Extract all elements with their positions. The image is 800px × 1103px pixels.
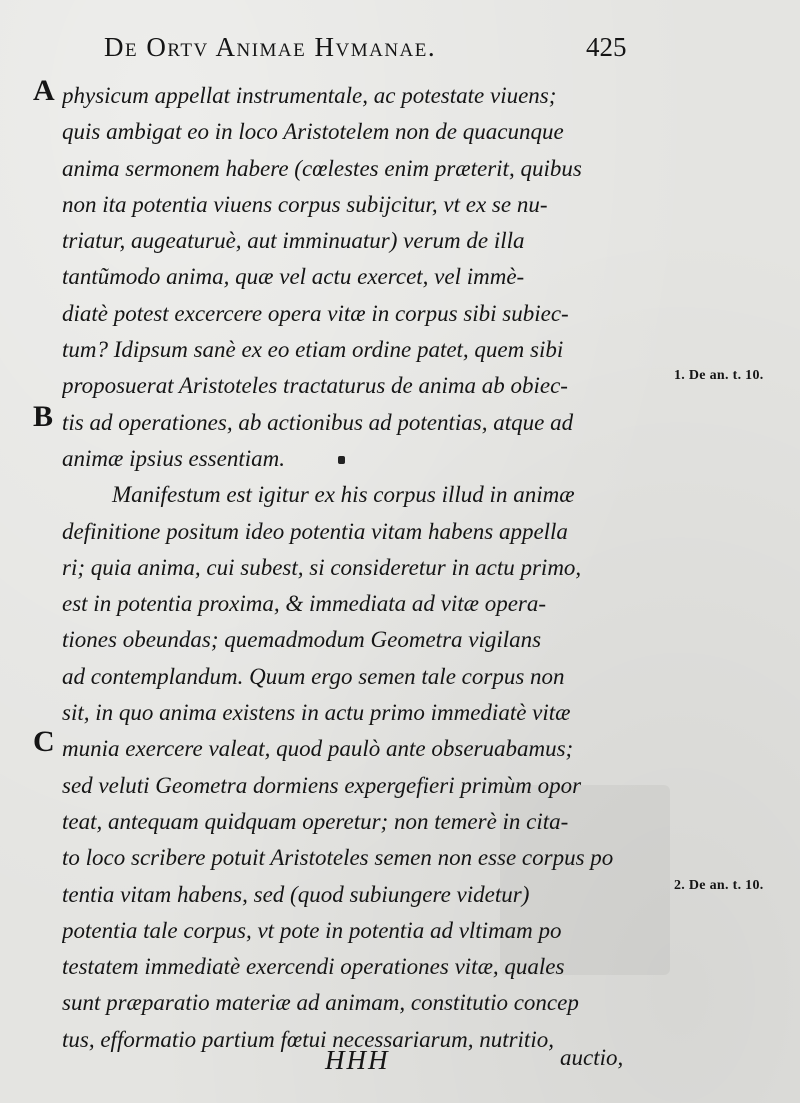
text-line: ri; quia anima, cui subest, si consideretur in actu primo,: [62, 554, 582, 580]
running-title: De Ortv Animae Hvmanae.: [104, 32, 437, 62]
page-footer: [0, 1045, 800, 1085]
text-line: ad contemplandum. Quum ergo semen tale corpus non: [62, 663, 565, 689]
text-line: anima sermonem habere (cœlestes enim præterit, quibus: [62, 155, 582, 181]
text-line: sed veluti Geometra dormiens expergefieri primùm opor: [62, 772, 582, 798]
signature-mark: HHH: [325, 1045, 390, 1075]
text-line: diatè potest excercere opera vitæ in corpus sibi subiec-: [62, 300, 569, 326]
text-line: tiones obeundas; quemadmodum Geometra vigilans: [62, 627, 542, 653]
text-line: munia exercere valeat, quod paulò ante obseruabamus;: [62, 736, 574, 762]
text-line: tum? Idipsum sanè ex eo etiam ordine patet, quem sibi: [62, 337, 564, 363]
text-line: non ita potentia viuens corpus subijcitur, vt ex se nu-: [62, 191, 548, 217]
page-number: 425: [586, 32, 627, 62]
text-line: est in potentia proxima, & immediata ad vitæ opera-: [62, 591, 547, 617]
paragraph-start-line: Manifestum est igitur ex his corpus illud in animæ: [112, 482, 575, 508]
text-line: quis ambigat eo in loco Aristotelem non de quacunque: [62, 119, 564, 145]
margin-letter-b: B: [33, 400, 54, 433]
margin-letter-c: C: [33, 725, 55, 758]
marginal-note-1: 1. De an. t. 10.: [674, 368, 764, 383]
text-line: potentia tale corpus, vt pote in potentia ad vltimam po: [62, 917, 562, 943]
text-line: animæ ipsius essentiam.: [62, 445, 285, 471]
text-line: tantũmodo anima, quæ vel actu exercet, vel immè-: [62, 264, 525, 290]
text-line: tus, efformatio partium fœtui necessariarum, nutritio,: [62, 1026, 554, 1052]
marginal-note-2: 2. De an. t. 10.: [674, 878, 764, 893]
text-line: triatur, augeaturuè, aut imminuatur) verum de illa: [62, 228, 525, 254]
margin-letter-a: A: [33, 74, 55, 107]
text-line: proposuerat Aristoteles tractaturus de anima ab obiec-: [62, 373, 568, 399]
text-line: sunt præparatio materiæ ad animam, constitutio concep: [62, 990, 579, 1016]
text-line: sit, in quo anima existens in actu primo immediatè vitæ: [62, 700, 571, 726]
text-line: to loco scribere potuit Aristoteles semen non esse corpus po: [62, 845, 614, 871]
text-line: teat, antequam quidquam operetur; non temerè in cita-: [62, 808, 569, 834]
text-line: physicum appellat instrumentale, ac potestate viuens;: [62, 83, 557, 108]
text-line: definitione positum ideo potentia vitam habens appella: [62, 518, 568, 544]
body-text: [62, 78, 682, 1058]
catchword: auctio,: [560, 1045, 624, 1070]
text-line: testatem immediatè exercendi operationes vitæ, quales: [62, 954, 565, 980]
text-line: tis ad operationes, ab actionibus ad potentias, atque ad: [62, 409, 574, 435]
page-header: [0, 32, 800, 72]
text-line: tentia vitam habens, sed (quod subiungere videtur): [62, 881, 530, 907]
